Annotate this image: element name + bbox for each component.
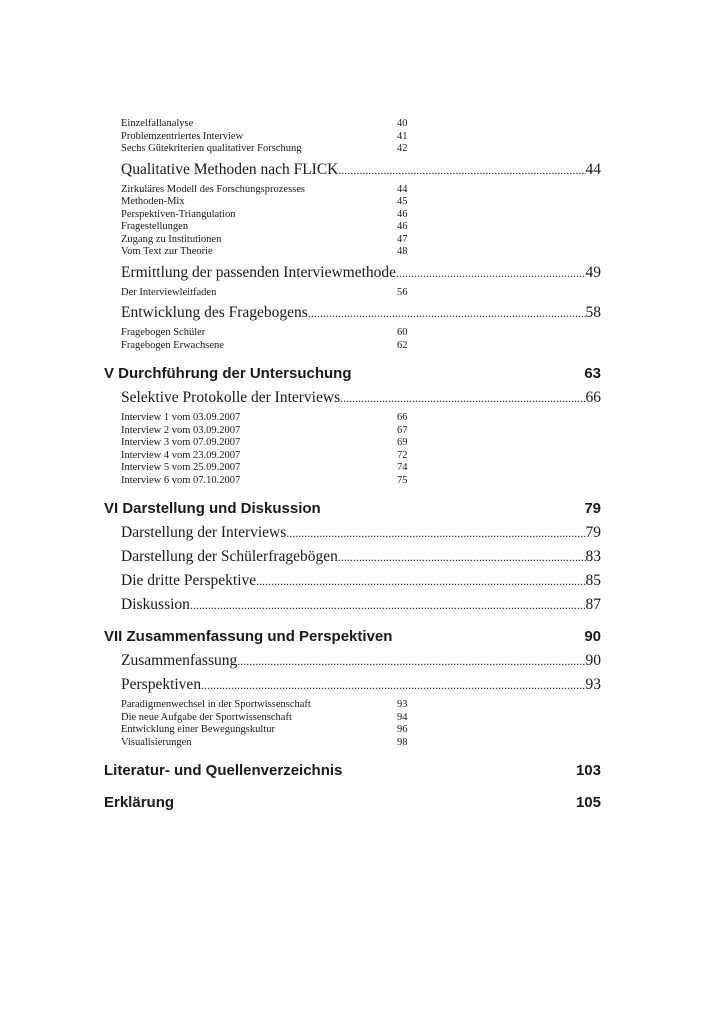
toc-chapter[interactable] — [104, 761, 601, 781]
chapter-page: 105 — [575, 794, 601, 811]
toc-section[interactable] — [121, 160, 601, 180]
section-page: 66 — [585, 389, 601, 406]
section-page: 87 — [585, 596, 601, 613]
entry-title: Vom Text zur Theorie — [121, 246, 213, 257]
entry-page: 41 — [397, 130, 408, 142]
toc-section[interactable] — [121, 263, 601, 283]
toc-subentry[interactable] — [121, 412, 601, 425]
toc-subentry[interactable] — [121, 118, 601, 131]
toc-section[interactable] — [121, 388, 601, 408]
toc-chapter[interactable] — [104, 364, 601, 384]
section-title: Entwicklung des Fragebogens — [121, 304, 308, 321]
entry-title: Problemzentriertes Interview — [121, 130, 244, 142]
toc-subentry[interactable] — [121, 437, 601, 450]
dot-leader — [190, 595, 586, 615]
section-page: 93 — [585, 676, 601, 693]
entry-title: Interview 6 vom 07.10.2007 — [121, 474, 241, 486]
table-of-contents — [104, 118, 601, 813]
dot-leader — [286, 523, 585, 543]
section-title: Perspektiven — [121, 676, 202, 693]
entry-title: Interview 2 vom 03.09.2007 — [121, 424, 241, 436]
section-title: Diskussion — [121, 596, 190, 613]
chapter-title: V Durchführung der Untersuchung — [104, 365, 352, 382]
chapter-page: 63 — [584, 365, 601, 382]
toc-subentry[interactable] — [121, 699, 601, 712]
entry-title: Perspektiven-Triangulation — [121, 208, 236, 220]
section-title: Zusammenfassung — [121, 652, 238, 669]
entry-page: 48 — [397, 246, 408, 257]
entry-title: Fragebogen Erwachsene — [121, 339, 224, 351]
entry-page: 93 — [397, 699, 408, 710]
entry-title: Zirkuläres Modell des Forschungsprozesses — [121, 183, 306, 195]
toc-chapter[interactable] — [104, 627, 601, 647]
dot-leader — [340, 388, 585, 408]
section-page: 79 — [585, 524, 601, 541]
section-title: Die dritte Perspektive — [121, 572, 257, 589]
entry-page: 45 — [397, 196, 408, 207]
toc-section[interactable] — [121, 571, 601, 591]
entry-title: Zugang zu Institutionen — [121, 233, 222, 245]
toc-subentry[interactable] — [121, 246, 601, 259]
entry-page: 60 — [397, 327, 408, 338]
entry-page: 74 — [397, 462, 408, 473]
entry-title: Fragebogen Schüler — [121, 327, 206, 338]
toc-subentry[interactable] — [121, 712, 601, 725]
entry-title: Methoden-Mix — [121, 196, 185, 207]
entry-page: 75 — [397, 474, 408, 486]
entry-title: Paradigmenwechsel in der Sportwissenschaft — [121, 699, 311, 710]
dot-leader — [256, 571, 585, 591]
dot-leader — [396, 263, 585, 283]
toc-subentry[interactable] — [121, 143, 601, 156]
entry-title: Der Interviewleitfaden — [121, 286, 217, 298]
toc-section[interactable] — [121, 595, 601, 615]
entry-title: Die neue Aufgabe der Sportwissenschaft — [121, 711, 292, 723]
toc-subentry[interactable] — [121, 462, 601, 475]
dot-leader — [201, 675, 585, 695]
toc-chapter[interactable] — [104, 793, 601, 813]
chapter-title: VII Zusammenfassung und Perspektiven — [104, 628, 393, 645]
entry-page: 72 — [397, 449, 408, 461]
section-page: 44 — [585, 160, 601, 178]
toc-section[interactable] — [121, 523, 601, 543]
entry-page: 62 — [397, 339, 408, 351]
entry-title: Fragestellungen — [121, 221, 189, 232]
toc-subentry[interactable] — [121, 196, 601, 209]
entry-page: 96 — [397, 724, 408, 735]
toc-subentry[interactable] — [121, 287, 601, 300]
toc-subentry[interactable] — [121, 131, 601, 144]
toc-subentry[interactable] — [121, 340, 601, 353]
entry-page: 46 — [397, 221, 408, 232]
dot-leader — [237, 651, 585, 671]
toc-section[interactable] — [121, 675, 601, 695]
dot-leader — [308, 303, 586, 323]
dot-leader — [338, 547, 586, 567]
entry-title: Interview 3 vom 07.09.2007 — [121, 437, 241, 448]
toc-subentry[interactable] — [121, 221, 601, 234]
toc-subentry[interactable] — [121, 450, 601, 463]
section-title: Ermittlung der passenden Interviewmethode — [121, 263, 397, 281]
toc-subentry[interactable] — [121, 425, 601, 438]
entry-page: 67 — [397, 424, 408, 436]
toc-chapter[interactable] — [104, 499, 601, 519]
entry-title: Entwicklung einer Bewegungskultur — [121, 724, 275, 735]
toc-subentry[interactable] — [121, 209, 601, 222]
toc-subentry[interactable] — [121, 327, 601, 340]
toc-section[interactable] — [121, 303, 601, 323]
section-title: Qualitative Methoden nach FLICK — [121, 160, 339, 178]
toc-section[interactable] — [121, 651, 601, 671]
section-page: 49 — [585, 263, 601, 281]
entry-page: 69 — [397, 437, 408, 448]
entry-title: Interview 5 vom 25.09.2007 — [121, 462, 241, 473]
chapter-page: 103 — [575, 762, 601, 779]
toc-subentry[interactable] — [121, 234, 601, 247]
entry-page: 94 — [397, 711, 408, 723]
entry-title: Interview 4 vom 23.09.2007 — [121, 449, 241, 461]
entry-page: 47 — [397, 233, 408, 245]
section-title: Selektive Protokolle der Interviews — [121, 389, 341, 406]
entry-page: 66 — [397, 412, 408, 423]
section-page: 85 — [585, 572, 601, 589]
chapter-title: VI Darstellung und Diskussion — [104, 500, 321, 517]
section-page: 90 — [585, 652, 601, 669]
entry-title: Interview 1 vom 03.09.2007 — [121, 412, 241, 423]
chapter-title: Erklärung — [104, 794, 175, 811]
section-page: 83 — [585, 548, 601, 565]
toc-subentry[interactable] — [121, 737, 601, 750]
entry-title: Visualisierungen — [121, 736, 192, 748]
chapter-title: Literatur- und Quellenverzeichnis — [104, 762, 343, 779]
dot-leader — [338, 160, 585, 180]
entry-title: Sechs Gütekriterien qualitativer Forschung — [121, 143, 302, 154]
entry-page: 42 — [397, 143, 408, 154]
entry-page: 46 — [397, 208, 408, 220]
entry-page: 98 — [397, 736, 408, 748]
toc-subentry[interactable] — [121, 184, 601, 197]
toc-section[interactable] — [121, 547, 601, 567]
chapter-page: 90 — [584, 628, 601, 645]
entry-page: 40 — [397, 118, 408, 129]
toc-subentry[interactable] — [121, 724, 601, 737]
section-page: 58 — [585, 304, 601, 321]
entry-page: 56 — [397, 286, 408, 298]
section-title: Darstellung der Interviews — [121, 524, 287, 541]
entry-title: Einzelfallanalyse — [121, 118, 194, 129]
entry-page: 44 — [397, 183, 408, 195]
section-title: Darstellung der Schülerfragebögen — [121, 548, 338, 565]
toc-subentry[interactable] — [121, 475, 601, 488]
chapter-page: 79 — [584, 500, 601, 517]
